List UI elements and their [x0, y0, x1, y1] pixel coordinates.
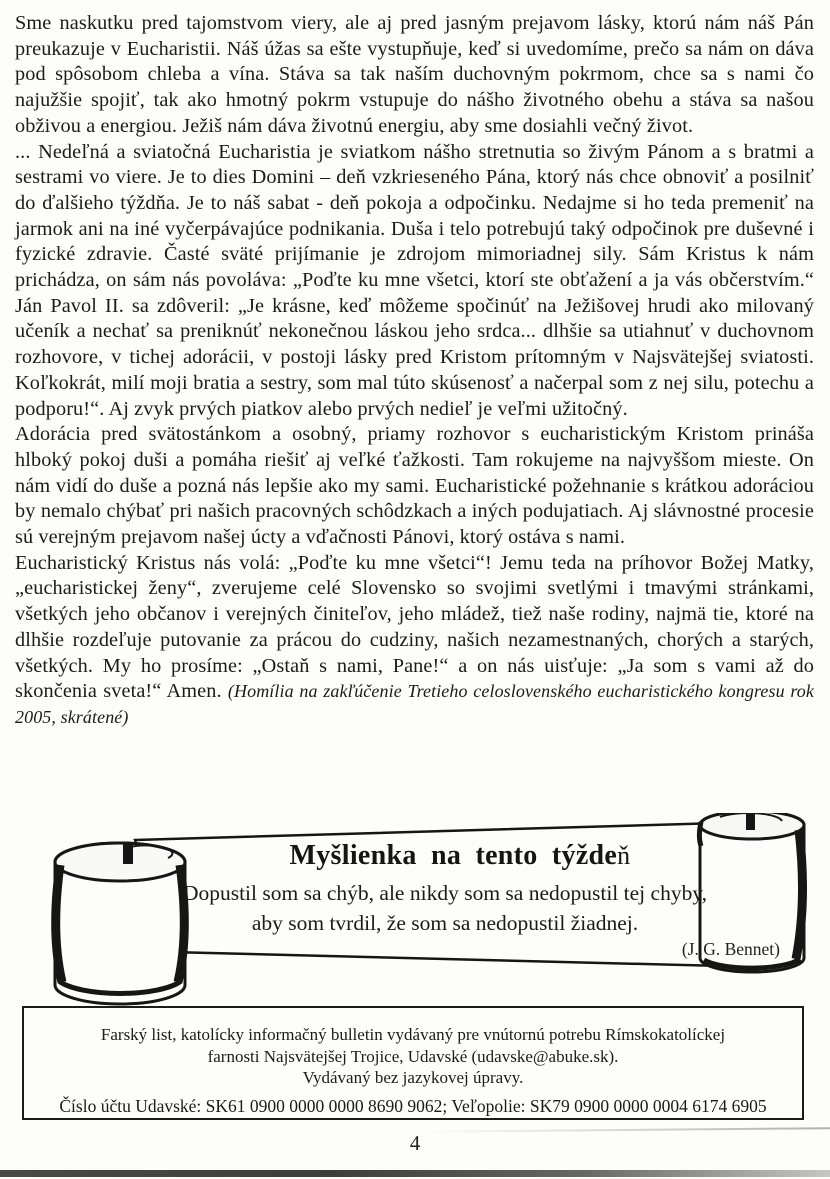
banner-title: [170, 840, 750, 872]
paragraph-closing-text: Eucharistický Kristus nás volá: „Poďte ku mne všetci“! Jemu teda na príhovor Božej Matky, „eucharistickej ženy“, zverujeme celé Slovensko so svojimi svetlými i tmavými stránkami, všetkých jeho občanov i verejných činiteľov, jeho mládež, tiež naše rodiny, najmä tie, ktoré na dlhšie rozdeľuje putovanie za prácou do cudziny, našich nezamestnaných, chorých a starých, všetkých. My ho prosíme: „Ostaň s nami, Pane!“ a on nás uisťuje: „Ja som s vami až do skončenia sveta!“ Amen.: [15, 551, 814, 703]
paragraph-closing: [15, 551, 814, 731]
banner-quote-line1: Dopustil som sa chýb, ale nikdy som sa nedopustil tej chyby,: [182, 881, 708, 905]
imprint-line-2: farnosti Najsvätejšej Trojice, Udavské (udavske@abuke.sk).: [207, 1046, 619, 1066]
quote-attribution: (J. G. Bennet): [681, 939, 780, 959]
imprint-line-1: Farský list, katolícky informačný bulletin vydávaný pre vnútornú potrebu Rímskokatolíckej: [100, 1025, 726, 1044]
imprint-box: [22, 1006, 804, 1120]
thought-of-week-banner: [20, 813, 810, 1013]
imprint-line-3: Vydávaný bez jazykovej úpravy.: [302, 1068, 524, 1087]
banner-title-bold: Myšlienka na tento týžde: [289, 840, 618, 871]
paragraph-eucharist-mystery: Sme naskutku pred tajomstvom viery, ale aj pred jasným prejavom lásky, ktorú nám náš Pán preukazuje v Eucharistii. Náš úžas sa ešte vystupňuje, keď si uvedomíme, prečo sa nám on dáva pod spôsobom chleba a vína. Stáva sa tak naším duchovným pokrmom, chce sa s nami čo najužšie spojiť, tak ako hmotný pokrm vstupuje do nášho životného obehu a stáva sa našou obživou a energiou. Ježiš nám dáva životnú energiu, aby sme dosiahli večný život.: [15, 12, 814, 137]
scan-edge-band: [0, 1170, 830, 1177]
paragraph-adoration: Adorácia pred svätostánkom a osobný, priamy rozhovor s eucharistickým Kristom prináša hlboký pokoj duši a pomáha riešiť aj veľké ťažkosti. Tam rokujeme na najvyššom mieste. On nám vidí do duše a pozná nás lepšie ako my sami. Eucharistické požehnanie s krátkou adoráciou by nemalo chýbať pri našich pracovných schôdzkach a iných podujatiach. Aj slávnostné procesie sú verejným prejavom našej úcty a vďačnosti Pánovi, ktorý ostáva s nami.: [15, 423, 814, 549]
homily-source-citation: (Homília na zakľúčenie Tretieho celoslovenského eucharistického kongresu rok 2005, skrátené): [15, 681, 814, 727]
page-number: 4: [409, 1131, 421, 1155]
banner-title-suffix: ň: [617, 841, 631, 870]
banner-quote-line2: aby som tvrdil, že som sa nedopustil žiadnej.: [251, 911, 639, 935]
paragraph-sunday-eucharist: ... Nedeľná a sviatočná Eucharistia je sviatkom nášho stretnutia so živým Pánom a s bratmi a sestrami vo viere. Je to dies Domini – deň vzkrieseného Pána, ktorý nás chce obnoviť a posilniť do ďalšieho týždňa. Je to náš sabat - deň pokoja a odpočinku. Nedajme si ho teda premeniť na jarmok ani na iné vyčerpávajúce podnikania. Duša i telo potrebujú taký odpočinok pre duševné i fyzické zdravie. Časté sväté prijímanie je zdrojom mimoriadnej sily. Sám Kristus k nám prichádza, on sám nás povoláva: „Poďte ku mne všetci, ktorí ste obťažení a ja vás občerstvím.“ Ján Pavol II. sa zdôveril: „Je krásne, keď môžeme spočinúť na Ježišovej hrudi ako milovaný učeník a nechať sa preniknúť nekonečnou láskou jeho srdca... dlhšie sa utiahnuť v duchovnom rozhovore, v tichej adorácii, v postoji lásky pred Kristom prítomným v Najsvätejšej sviatosti. Koľkokrát, milí moji bratia a sestry, som mal túto skúsenosť a načerpal som z nej silu, potechu a podporu!“. Aj zvyk prvých piatkov alebo prvých nedieľ je veľmi užitočný.: [15, 140, 814, 420]
body-text: [15, 11, 814, 731]
bank-accounts-line: Číslo účtu Udavské: SK61 0900 0000 0000 8690 9062; Veľopolie: SK79 0900 0000 0004 6174 6905: [59, 1095, 767, 1116]
